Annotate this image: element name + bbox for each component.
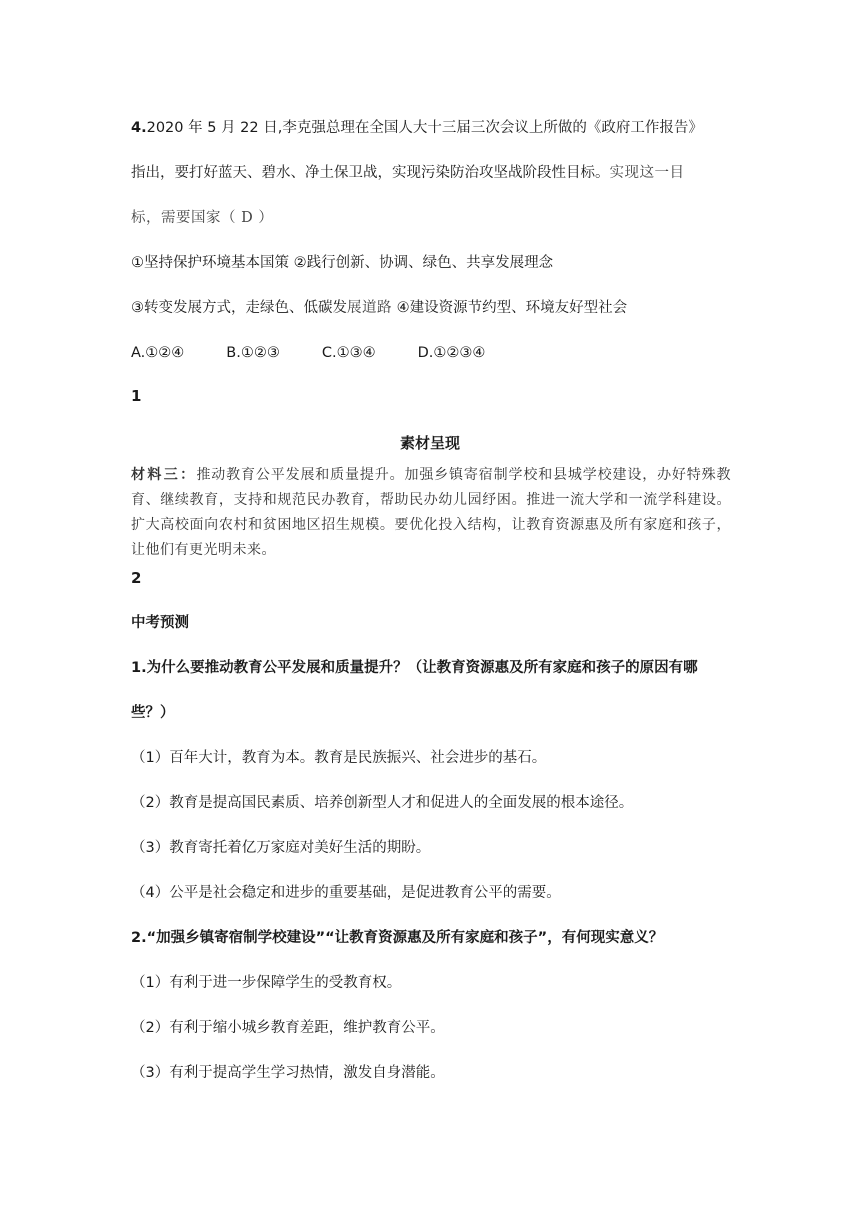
forecast-q2: 2.“加强乡镇寄宿制学校建设”“让教育资源惠及所有家庭和孩子”，有何现实意义？ <box>131 930 664 946</box>
q4-number: 4. <box>131 120 147 136</box>
q1-answer-4: （4）公平是社会稳定和进步的重要基础，是促进教育公平的需要。 <box>131 885 561 901</box>
q4-text-2-tail: 实现这一目 <box>609 165 685 181</box>
q1-answer-3: （3）教育寄托着亿万家庭对美好生活的期盼。 <box>131 840 431 856</box>
forecast-q1-line-2: 些？） <box>131 705 175 721</box>
q4-line-2 <box>131 163 685 183</box>
option-b: B.①②③ <box>226 345 280 361</box>
forecast-heading: 中考预测 <box>131 615 189 631</box>
q4-line-3: 标，需要国家（ D ） <box>131 210 274 226</box>
q1-answer-1: （1）百年大计，教育为本。教育是民族振兴、社会进步的基石。 <box>131 750 547 766</box>
option-d: D.①②③④ <box>417 345 486 361</box>
q4-item-4: ④建设资源节约型、环境友好型社会 <box>392 300 628 316</box>
q4-item-3b: 展道路 <box>347 300 392 316</box>
section-number-2: 2 <box>131 569 142 587</box>
q4-item-3a: ③转变发展方式，走绿色、低碳发 <box>131 300 347 316</box>
q4-options <box>131 343 527 363</box>
q2-answer-2: （2）有利于缩小城乡教育差距，维护教育公平。 <box>131 1020 445 1036</box>
material-title: 素材呈现 <box>399 434 460 452</box>
material-label: 材料三： <box>131 467 197 483</box>
forecast-q1-line-1: 1.为什么要推动教育公平发展和质量提升？（让教育资源惠及所有家庭和孩子的原因有哪 <box>131 660 698 676</box>
q4-items-1: ①坚持保护环境基本国策 ②践行创新、协调、绿色、共享发展理念 <box>131 255 554 271</box>
q4-text-1: 2020 年 5 月 22 日,李克强总理在全国人大十三届三次会议上所做的《政府工作报告》 <box>146 120 703 136</box>
material-block <box>131 463 731 563</box>
q4-items-2 <box>131 298 627 318</box>
section-number-1: 1 <box>131 387 142 405</box>
option-c: C.①③④ <box>321 345 376 361</box>
q2-answer-1: （1）有利于进一步保障学生的受教育权。 <box>131 975 402 991</box>
material-text: 推动教育公平发展和质量提升。加强乡镇寄宿制学校和县城学校建设，办好特殊教育、继续教育，支持和规范民办教育，帮助民办幼儿园纾困。推进一流大学和一流学科建设。扩大高校面向农村和贫困地区招生规模。要优化投入结构，让教育资源惠及所有家庭和孩子，让他们有更光明未来。 <box>131 467 731 558</box>
q4-text-2: 指出，要打好蓝天、碧水、净土保卫战，实现污染防治攻坚战阶段性目标。 <box>131 165 610 181</box>
q1-answer-2: （2）教育是提高国民素质、培养创新型人才和促进人的全面发展的根本途径。 <box>131 795 634 811</box>
option-a: A.①②④ <box>131 345 185 361</box>
q4-line-1 <box>131 118 703 138</box>
q2-answer-3: （3）有利于提高学生学习热情，激发自身潜能。 <box>131 1065 445 1081</box>
